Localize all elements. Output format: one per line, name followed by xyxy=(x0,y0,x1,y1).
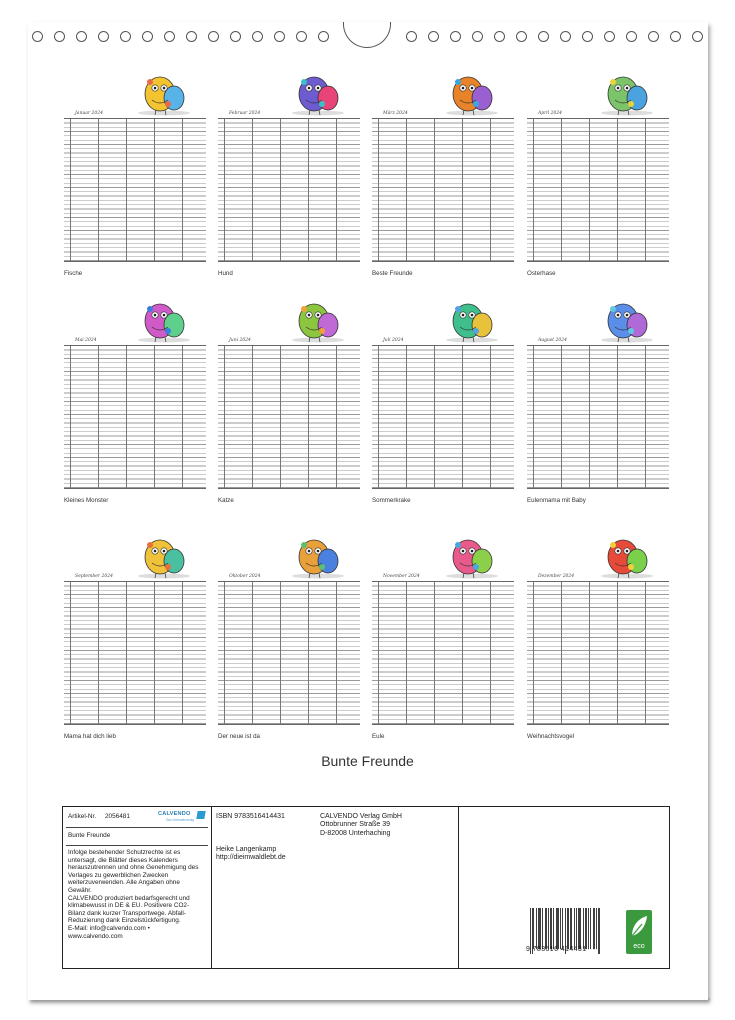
grid-column-line xyxy=(224,119,225,261)
imprint-col-2 xyxy=(212,807,459,968)
calvendo-logo-sub: Das Kalenderverlag xyxy=(166,818,194,822)
month-name: März 2024 xyxy=(383,111,408,116)
binding-ring xyxy=(516,31,527,42)
month-grid-sheet xyxy=(527,111,669,262)
copyright-notice xyxy=(68,849,208,940)
owl-icon xyxy=(372,523,514,581)
eco-badge xyxy=(626,910,652,954)
month-grid-sheet xyxy=(218,338,360,489)
grid-column-line xyxy=(589,119,590,261)
month-panel xyxy=(64,287,206,505)
grid-column-line xyxy=(645,119,646,261)
binding-ring xyxy=(142,31,153,42)
author-name: Heike Langenkamp xyxy=(216,846,277,853)
month-panel xyxy=(64,523,206,741)
month-caption: Fische xyxy=(64,270,83,277)
grid-column-line xyxy=(561,346,562,488)
month-grid-sheet xyxy=(64,338,206,489)
notice-line: Reduzierung dank Einzelstückfertigung. xyxy=(68,917,181,925)
month-panel xyxy=(64,60,206,278)
publisher-line: D-82008 Unterhaching xyxy=(320,829,391,837)
binding-ring xyxy=(76,31,87,42)
grid-column-line xyxy=(98,582,99,724)
notice-line: klimabewusst in DE & EU. Positivere CO2- xyxy=(68,902,190,910)
grid-column-line xyxy=(224,346,225,488)
grid-column-line xyxy=(378,346,379,488)
binding-ring xyxy=(428,31,439,42)
grid-column-line xyxy=(336,582,337,724)
notice-line: Infolge bestehender Schutzrechte ist es xyxy=(68,849,181,856)
notice-line: E-Mail: info@calvendo.com • xyxy=(68,924,150,932)
binding-ring xyxy=(450,31,461,42)
grid-column-line xyxy=(280,346,281,488)
month-panel xyxy=(372,60,514,278)
octopus-icon xyxy=(372,287,514,345)
month-name: Januar 2024 xyxy=(75,111,103,116)
month-caption: Hund xyxy=(218,270,233,277)
binding-ring xyxy=(670,31,681,42)
month-caption: Katze xyxy=(218,497,234,504)
grid-column-line xyxy=(378,119,379,261)
month-grid-sheet xyxy=(64,574,206,725)
product-title: Bunte Freunde xyxy=(68,832,111,839)
binding-ring xyxy=(164,31,175,42)
grid-column-line xyxy=(182,582,183,724)
month-caption: Eulenmama mit Baby xyxy=(527,497,586,504)
notice-line: Gewähr. xyxy=(68,886,92,894)
month-name: Dezember 2024 xyxy=(538,574,575,579)
month-caption: Der neue ist da xyxy=(218,733,260,740)
divider xyxy=(66,827,208,828)
grid-column-line xyxy=(406,119,407,261)
binding-ring xyxy=(604,31,615,42)
barcode-number: 9 783516 414431 xyxy=(526,946,587,953)
month-name: November 2024 xyxy=(383,574,420,579)
grid-column-line xyxy=(490,119,491,261)
notice-line: Bilanz dank kurzer Transportwege. Abfall- xyxy=(68,909,186,917)
author-info xyxy=(216,846,286,863)
cats-icon xyxy=(372,60,514,118)
bunny-icon xyxy=(527,60,669,118)
month-grid-sheet xyxy=(527,338,669,489)
publisher-line: CALVENDO Verlag GmbH xyxy=(320,813,402,820)
grid-column-line xyxy=(434,346,435,488)
binding-ring xyxy=(120,31,131,42)
grid-column-line xyxy=(490,582,491,724)
grid-column-line xyxy=(280,582,281,724)
notice-line: CALVENDO produziert bedarfsgerecht und xyxy=(68,894,190,902)
grid-column-line xyxy=(533,582,534,724)
binding-ring xyxy=(318,31,329,42)
grid-column-line xyxy=(490,346,491,488)
calvendo-logo: CALVENDO xyxy=(158,811,191,817)
month-panel xyxy=(218,287,360,505)
month-name: Juni 2024 xyxy=(229,338,251,343)
month-caption: Beste Freunde xyxy=(372,270,413,277)
month-panel xyxy=(372,287,514,505)
isbn: ISBN 9783516414431 xyxy=(216,813,285,820)
binding-ring xyxy=(186,31,197,42)
grid-column-line xyxy=(533,346,534,488)
month-grid-sheet xyxy=(372,574,514,725)
article-label: Artikel-Nr. xyxy=(68,813,97,820)
grid-column-line xyxy=(645,582,646,724)
notice-line: www.calvendo.com xyxy=(68,932,123,940)
grid-column-line xyxy=(561,119,562,261)
binding-ring xyxy=(230,31,241,42)
month-grid-sheet xyxy=(64,111,206,262)
month-caption: Osterhase xyxy=(527,270,556,277)
grid-column-line xyxy=(462,119,463,261)
grid-column-line xyxy=(182,346,183,488)
calendar-title: Bunte Freunde xyxy=(321,753,414,769)
grid-column-line xyxy=(645,346,646,488)
month-grid-sheet xyxy=(527,574,669,725)
binding-ring xyxy=(560,31,571,42)
month-grid-sheet xyxy=(218,111,360,262)
grid-column-line xyxy=(182,119,183,261)
bird-dog-icon xyxy=(218,523,360,581)
month-caption: Weihnachtsvogel xyxy=(527,733,575,740)
grid-column-line xyxy=(462,582,463,724)
binding-ring xyxy=(538,31,549,42)
month-grid-sheet xyxy=(372,111,514,262)
binding-ring xyxy=(98,31,109,42)
month-panel xyxy=(218,523,360,741)
binding-ring xyxy=(296,31,307,42)
grid-column-line xyxy=(308,119,309,261)
grid-column-line xyxy=(280,119,281,261)
month-caption: Mama hat dich lieb xyxy=(64,733,116,740)
grid-column-line xyxy=(98,119,99,261)
publisher-line: Ottobrunner Straße 39 xyxy=(320,821,391,829)
month-grid-sheet xyxy=(218,574,360,725)
notice-line: untersagt, die Blätter dieses Kalenders xyxy=(68,856,178,864)
month-panel xyxy=(372,523,514,741)
imprint-col-1 xyxy=(63,807,212,968)
month-panel xyxy=(527,287,669,505)
notice-line: Verlages zu gewerblichen Zwecken xyxy=(68,871,169,879)
month-grid-sheet xyxy=(372,338,514,489)
grid-column-line xyxy=(434,119,435,261)
grid-column-line xyxy=(406,582,407,724)
grid-column-line xyxy=(617,119,618,261)
notice-line: weiterzuverwenden. Alle Angaben ohne xyxy=(68,879,180,887)
binding-ring xyxy=(274,31,285,42)
grid-column-line xyxy=(336,119,337,261)
eco-label: eco xyxy=(633,943,645,950)
binding-ring xyxy=(494,31,505,42)
binding-ring xyxy=(252,31,263,42)
article-number: 2056481 xyxy=(105,813,130,820)
month-name: September 2024 xyxy=(75,574,113,579)
author-url: http://dieimwaldlebt.de xyxy=(216,854,286,862)
grid-column-line xyxy=(561,582,562,724)
grid-column-line xyxy=(70,346,71,488)
month-panel xyxy=(527,523,669,741)
grid-column-line xyxy=(252,346,253,488)
grid-column-line xyxy=(434,582,435,724)
grid-column-line xyxy=(406,346,407,488)
binding-ring xyxy=(406,31,417,42)
grid-column-line xyxy=(308,346,309,488)
grid-column-line xyxy=(154,119,155,261)
grid-column-line xyxy=(98,346,99,488)
grid-column-line xyxy=(126,346,127,488)
binding-ring xyxy=(472,31,483,42)
cat-icon xyxy=(218,287,360,345)
grid-column-line xyxy=(252,582,253,724)
monster-icon xyxy=(64,287,206,345)
owl-family-icon xyxy=(64,523,206,581)
month-name: Februar 2024 xyxy=(229,111,261,116)
binding-ring xyxy=(208,31,219,42)
fish-icon xyxy=(64,60,206,118)
binding-ring xyxy=(582,31,593,42)
grid-column-line xyxy=(126,119,127,261)
month-panel xyxy=(218,60,360,278)
month-name: Oktober 2024 xyxy=(229,574,261,579)
grid-column-line xyxy=(336,346,337,488)
notice-line: herauszutrennen und ohne Genehmigung des xyxy=(68,864,199,872)
grid-column-line xyxy=(126,582,127,724)
grid-column-line xyxy=(154,346,155,488)
grid-column-line xyxy=(70,119,71,261)
grid-column-line xyxy=(70,582,71,724)
grid-column-line xyxy=(154,582,155,724)
grid-column-line xyxy=(533,119,534,261)
owls-icon xyxy=(527,287,669,345)
grid-column-line xyxy=(617,582,618,724)
xmas-bird-icon xyxy=(527,523,669,581)
binding-ring xyxy=(54,31,65,42)
month-panel xyxy=(527,60,669,278)
grid-column-line xyxy=(617,346,618,488)
binding-ring xyxy=(648,31,659,42)
month-caption: Sommerkrake xyxy=(372,497,411,504)
grid-column-line xyxy=(378,582,379,724)
binding-ring xyxy=(626,31,637,42)
binding-ring xyxy=(692,31,703,42)
grid-column-line xyxy=(252,119,253,261)
grid-column-line xyxy=(224,582,225,724)
grid-column-line xyxy=(589,346,590,488)
grid-column-line xyxy=(589,582,590,724)
month-name: April 2024 xyxy=(538,111,563,116)
month-caption: Eule xyxy=(372,733,385,740)
binding-ring xyxy=(32,31,43,42)
month-caption: Kleines Monster xyxy=(64,497,109,504)
grid-column-line xyxy=(462,346,463,488)
calvendo-mark-icon xyxy=(196,811,205,819)
divider xyxy=(66,845,208,846)
leaf-icon xyxy=(626,910,652,944)
grid-column-line xyxy=(308,582,309,724)
month-name: Mai 2024 xyxy=(75,338,97,343)
month-name: August 2024 xyxy=(538,338,567,343)
dog-icon xyxy=(218,60,360,118)
publisher-address xyxy=(320,813,402,838)
month-name: Juli 2024 xyxy=(383,338,404,343)
